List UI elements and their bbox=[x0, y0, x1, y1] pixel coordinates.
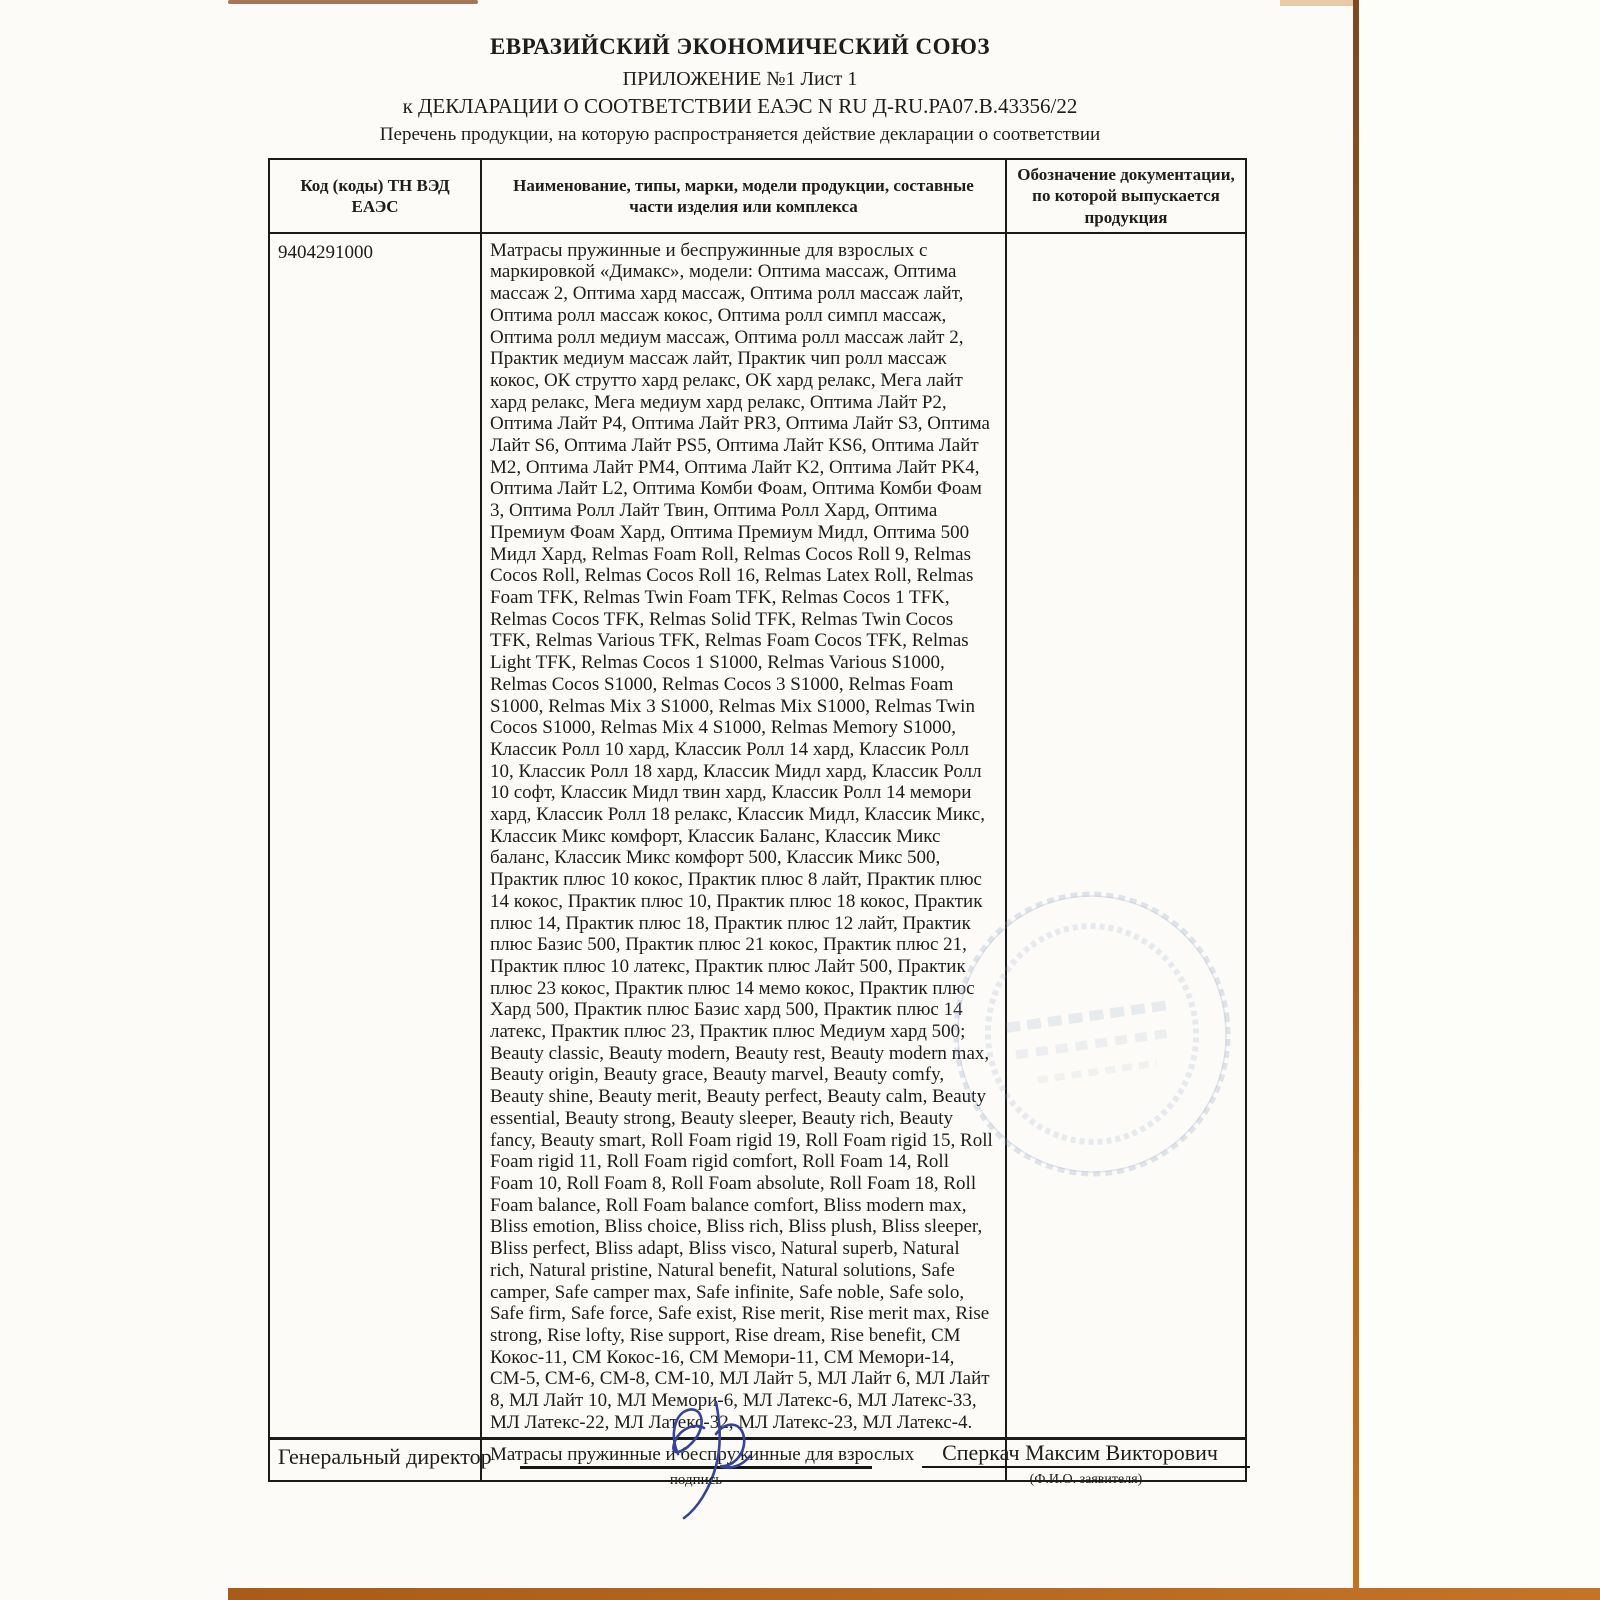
applicant-name-line bbox=[922, 1466, 1250, 1468]
declaration-number-line: к ДЕКЛАРАЦИИ О СООТВЕТСТВИИ ЕАЭС N RU Д-RU.РА07.В.43356/22 bbox=[402, 94, 1078, 118]
photo-edge-bottom bbox=[228, 1588, 1600, 1600]
union-title: ЕВРАЗИЙСКИЙ ЭКОНОМИЧЕСКИЙ СОЮЗ bbox=[489, 34, 991, 59]
document-header bbox=[140, 34, 1340, 146]
column-header-products: Наименование, типы, марки, модели продукции, составные части изделия или комплекса bbox=[481, 159, 1006, 233]
tnved-code: 9404291000 bbox=[269, 233, 481, 1439]
applicant-name-caption: (Ф.И.О. заявителя) bbox=[1029, 1472, 1143, 1487]
handwritten-signature bbox=[620, 1392, 800, 1522]
signature-caption: подпись bbox=[669, 1472, 723, 1488]
column-header-documentation: Обозначение документации, по которой выпускается продукция bbox=[1006, 159, 1246, 233]
table-header-row bbox=[269, 159, 1246, 233]
column-header-code: Код (коды) ТН ВЭД ЕАЭС bbox=[269, 159, 481, 233]
document-subtitle: Перечень продукции, на которую распространяется действие декларации о соответствии bbox=[379, 124, 1101, 145]
table-row bbox=[269, 233, 1246, 1439]
products-summary: Матрасы пружинные и беспружинные для взрослых bbox=[481, 1439, 1006, 1482]
products-list: Матрасы пружинные и беспружинные для взрослых с маркировкой «Димакс», модели: Оптима массаж, Оптима массаж 2, Оптима хард массаж, Оптима ролл массаж лайт, Оптима ролл массаж кокос, Оптима ролл симпл массаж, Оптима ролл медиум массаж, Оптима ролл массаж лайт 2, Практик медиум массаж лайт, Практик чип ролл массаж кокос, ОК струтто хард релакс, ОК хард релакс, Мега лайт хард релакс, Мега медиум хард релакс, Оптима Лайт P2, Оптима Лайт P4, Оптима Лайт PR3, Оптима Лайт S3, Оптима Лайт S6, Оптима Лайт PS5, Оптима Лайт KS6, Оптима Лайт M2, Оптима Лайт PM4, Оптима Лайт K2, Оптима Лайт PK4, Оптима Лайт L2, Оптима Комби Фоам, Оптима Комби Фоам 3, Оптима Ролл Лайт Твин, Оптима Ролл Хард, Оптима Премиум Фоам Хард, Оптима Премиум Мидл, Оптима 500 Мидл Хард, Relmas Foam Roll, Relmas Cocos Roll 9, Relmas Cocos Roll, Relmas Cocos Roll 16, Relmas Latex Roll, Relmas Foam TFK, Relmas Twin Foam TFK, Relmas Cocos 1 TFK, Relmas Cocos TFK, Relmas Solid TFK, Relmas Twin Cocos TFK, Relmas Various TFK, Relmas Foam Cocos TFK, Relmas Light TFK, Relmas Cocos 1 S1000, Relmas Various S1000, Relmas Cocos S1000, Relmas Cocos 3 S1000, Relmas Foam S1000, Relmas Mix 3 S1000, Relmas Mix S1000, Relmas Twin Cocos S1000, Relmas Mix 4 S1000, Relmas Memory S1000, Классик Ролл 10 хард, Классик Ролл 14 хард, Классик Ролл 10, Классик Ролл 18 хард, Классик Мидл хард, Классик Ролл 10 софт, Классик Мидл твин хард, Классик Ролл 14 мемори хард, Классик Ролл 18 релакс, Классик Мидл, Классик Микс, Классик Микс комфорт, Классик Баланс, Классик Микс баланс, Классик Микс комфорт 500, Классик Микс 500, Практик плюс 10 кокос, Практик плюс 8 лайт, Практик плюс 14 кокос, Практик плюс 10, Практик плюс 18 кокос, Практик плюс 14, Практик плюс 18, Практик плюс 12 лайт, Практик плюс Базис 500, Практик плюс 21 кокос, Практик плюс 21, Практик плюс 10 латекс, Практик плюс Лайт 500, Практик плюс 23 кокос, Практик плюс 14 мемо кокос, Практик плюс Хард 500, Практик плюс Базис хард 500, Практик плюс 14 латекс, Практик плюс 23, Практик плюс Медиум хард 500; Beauty classic, Beauty modern, Beauty rest, Beauty modern max, Beauty origin, Beauty grace, Beauty marvel, Beauty comfy, Beauty shine, Beauty merit, Beauty perfect, Beauty calm, Beauty essential, Beauty strong, Beauty sleeper, Beauty rich, Beauty fancy, Beauty smart, Roll Foam rigid 19, Roll Foam rigid 15, Roll Foam rigid 11, Roll Foam rigid comfort, Roll Foam 14, Roll Foam 10, Roll Foam 8, Roll Foam absolute, Roll Foam 18, Roll Foam balance, Roll Foam balance comfort, Bliss modern max, Bliss emotion, Bliss choice, Bliss rich, Bliss plush, Bliss sleeper, Bliss perfect, Bliss adapt, Bliss visco, Natural superb, Natural rich, Natural pristine, Natural benefit, Natural solutions, Safe camper, Safe camper max, Safe infinite, Safe noble, Safe solo, Safe firm, Safe force, Safe exist, Rise merit, Rise merit max, Rise strong, Rise lofty, Rise support, Rise dream, Rise benefit, СМ Кокос-11, СМ Кокос-16, СМ Мемори-11, СМ Мемори-14, СМ-5, СМ-6, СМ-8, СМ-10, МЛ Лайт 5, МЛ Лайт 6, МЛ Лайт 8, МЛ Лайт 10, МЛ Мемори-6, МЛ Латекс-6, МЛ Латекс-33, МЛ Латекс-22, МЛ Латекс-32, МЛ Латекс-23, МЛ Латекс-4. bbox=[481, 233, 1006, 1439]
photo-edge-right bbox=[1353, 0, 1359, 1600]
applicant-name: Сперкач Максим Викторович bbox=[942, 1440, 1218, 1465]
documentation-cell bbox=[1006, 233, 1246, 1439]
products-table bbox=[268, 158, 1247, 1482]
adjacent-sheet bbox=[1359, 0, 1600, 1588]
photo-edge-top-left bbox=[228, 0, 478, 4]
appendix-line: ПРИЛОЖЕНИЕ №1 Лист 1 bbox=[622, 68, 858, 90]
signer-position-label: Генеральный директор bbox=[278, 1444, 492, 1469]
